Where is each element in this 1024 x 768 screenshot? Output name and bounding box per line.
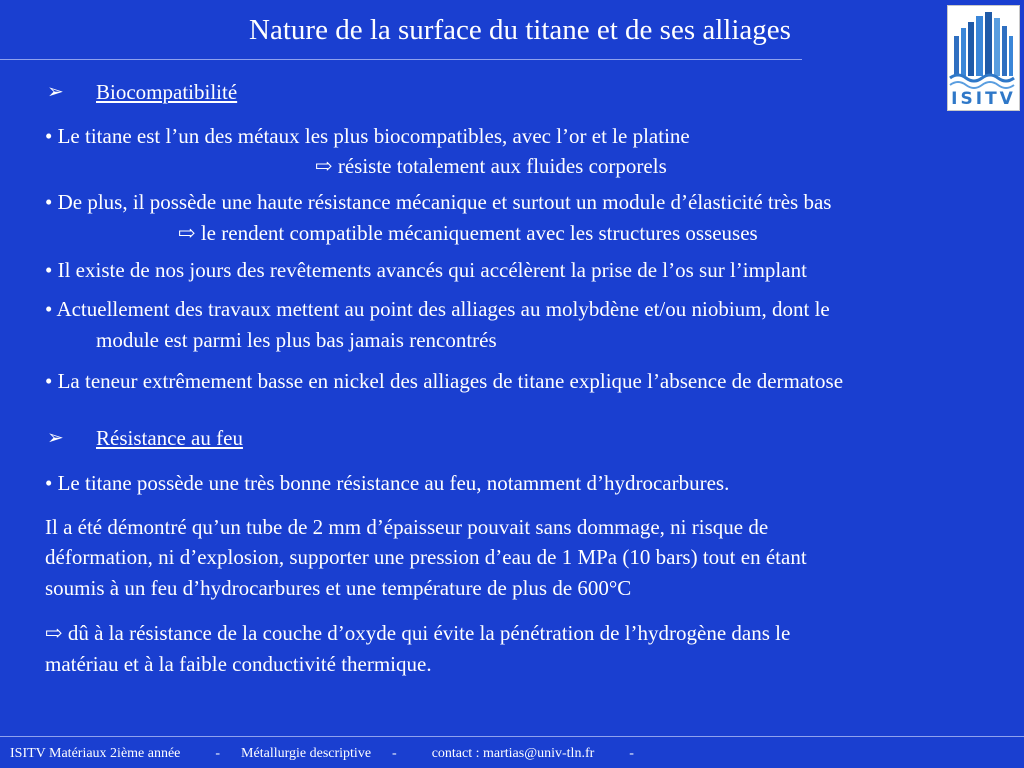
text-line: soumis à un feu d’hydrocarbures et une température de plus de 600°C: [45, 576, 632, 600]
title-divider: [0, 59, 802, 60]
section-heading-fire-resistance: Résistance au feu: [96, 426, 243, 450]
logo-text: ISITV: [951, 89, 1016, 109]
slide-footer: ISITV Matériaux 2ième année - Métallurgie descriptive - contact : martias@univ-tln.fr -: [10, 746, 634, 761]
arrow-bullet-icon: ➢: [47, 81, 64, 103]
text-line: matériau et à la faible conductivité thermique.: [45, 652, 432, 676]
text-line: • Le titane possède une très bonne résistance au feu, notamment d’hydrocarbures.: [45, 471, 730, 495]
text-line: Il a été démontré qu’un tube de 2 mm d’épaisseur pouvait sans dommage, ni risque de: [45, 515, 769, 539]
text-line: • Actuellement des travaux mettent au point des alliages au molybdène et/ou niobium, dont le: [45, 297, 830, 321]
text-line: module est parmi les plus bas jamais rencontrés: [96, 328, 497, 352]
arrow-bullet-icon: ➢: [47, 427, 64, 449]
text-line: • Il existe de nos jours des revêtements avancés qui accélèrent la prise de l’os sur l’implant: [45, 258, 807, 282]
section-heading-biocompatibility: Biocompatibilité: [96, 80, 238, 104]
footer-divider: [0, 736, 1024, 737]
slide-title: Nature de la surface du titane et de ses alliages: [249, 14, 791, 46]
text-line: ⇨ le rendent compatible mécaniquement avec les structures osseuses: [178, 221, 758, 245]
text-line: ⇨ résiste totalement aux fluides corporels: [315, 154, 667, 178]
text-line: • Le titane est l’un des métaux les plus biocompatibles, avec l’or et le platine: [45, 124, 690, 148]
text-line: déformation, ni d’explosion, supporter une pression d’eau de 1 MPa (10 bars) tout en étant: [45, 545, 807, 569]
isitv-logo: [947, 5, 1020, 111]
logo-graphic: [948, 6, 1019, 90]
text-line: ⇨ dû à la résistance de la couche d’oxyde qui évite la pénétration de l’hydrogène dans le: [45, 621, 791, 645]
text-line: • La teneur extrêmement basse en nickel des alliages de titane explique l’absence de dermatose: [45, 369, 844, 393]
text-line: • De plus, il possède une haute résistance mécanique et surtout un module d’élasticité très bas: [45, 190, 832, 214]
